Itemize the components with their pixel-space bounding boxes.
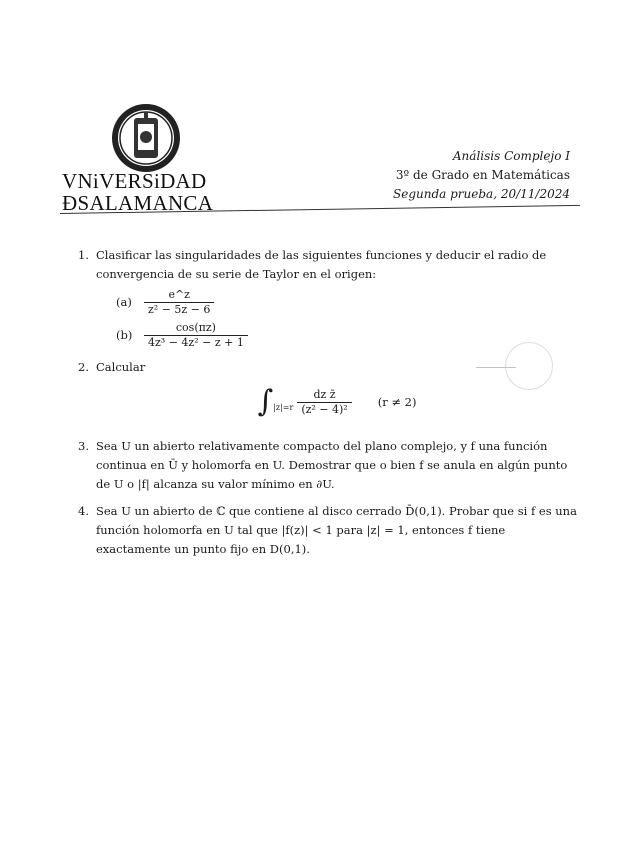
questions [78, 246, 578, 567]
question-number: 2. [78, 360, 89, 374]
question-text: Sea U un abierto relativamente compacto del plano complejo, y f una función continua en Ū y holomorfa en U. Demostrar que o bien f se anula en algún punto de U o |f| alcanza su valor mínimo en ∂U. [96, 439, 568, 491]
fraction-numerator: dz z̄ [313, 387, 336, 401]
question-4 [78, 502, 578, 559]
fraction-denominator: z² − 5z − 6 [144, 302, 214, 317]
item-label: (a) [116, 295, 132, 309]
university-name-line2: ÐSALAMANCA [62, 191, 214, 215]
university-seal-logo [110, 102, 182, 174]
fraction-numerator: e^z [168, 288, 190, 301]
question-number: 3. [78, 439, 89, 453]
fraction-numerator: cos(πz) [175, 321, 216, 334]
item-label: (b) [116, 328, 133, 342]
question-3 [78, 437, 578, 494]
question-item-a [116, 288, 578, 317]
question-text: Calcular [96, 360, 146, 374]
course-exam: Segunda prueba, 20/11/2024 [393, 187, 570, 201]
question-text: Sea U un abierto de ℂ que contiene al disco cerrado D̄(0,1). Probar que si f es una función holomorfa en U tal que |f(z)| < 1 para |z| = 1, entonces f tiene exactamente un punto fijo en D(0,1). [96, 504, 577, 556]
fraction [297, 388, 351, 417]
course-degree: 3º de Grado en Matemáticas [395, 168, 570, 182]
faint-stamp [505, 342, 553, 390]
fraction [144, 288, 214, 317]
question-2 [78, 358, 578, 429]
course-title: Análisis Complejo I [452, 149, 570, 163]
course-info [393, 147, 570, 204]
integral-sign: ∫ [257, 384, 274, 419]
fraction [144, 321, 248, 350]
question-number: 1. [78, 248, 89, 262]
fraction-denominator: (z² − 4)² [297, 402, 351, 417]
university-name-line1: VNiVERSiDAD [62, 169, 207, 193]
integral-condition: (r ≠ 2) [377, 394, 417, 409]
question-number: 4. [78, 504, 89, 518]
integral-subscript: |z|=r [273, 403, 294, 412]
question-1 [78, 246, 578, 350]
fraction-denominator: 4z³ − 4z² − z + 1 [144, 335, 248, 350]
university-name [62, 170, 213, 214]
question-text: Clasificar las singularidades de las siguientes funciones y deducir el radio de convergencia de su serie de Taylor en el origen: [96, 248, 547, 281]
integral-expression [96, 384, 578, 419]
question-item-b [116, 321, 578, 350]
